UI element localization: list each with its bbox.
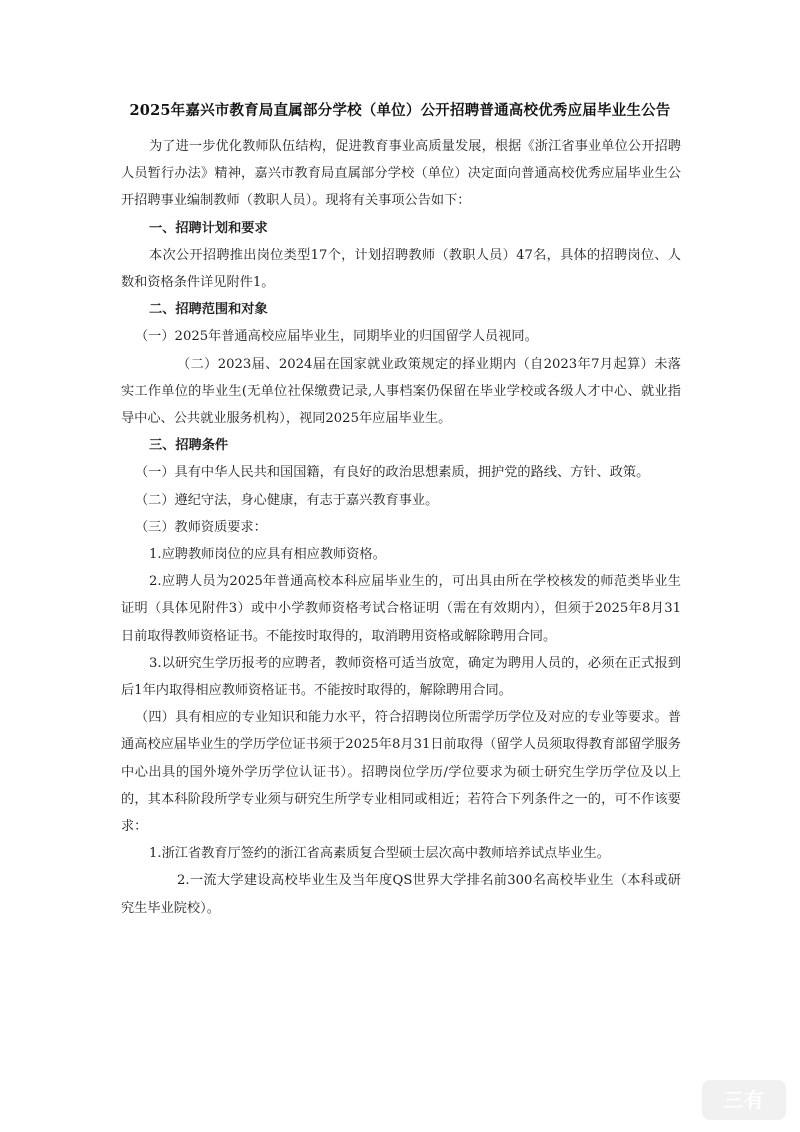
plan-paragraph: 本次公开招聘推出岗位类型17个，计划招聘教师（教职人员）47名，具体的招聘岗位、人数和资格条件详见附件1。: [121, 247, 681, 291]
qualification-item-1: 1.应聘教师岗位的应具有相应教师资格。: [149, 547, 386, 563]
exemption-item-1: 1.浙江省教育厅签约的浙江省高素质复合型硕士层次高中教师培养试点毕业生。: [149, 846, 610, 862]
scope-item-1: （一）2025年普通高校应届毕业生，同期毕业的归国留学人员视同。: [135, 329, 538, 345]
section-heading-plan: 一、招聘计划和要求: [149, 220, 268, 236]
scope-item-2: （二）2023届、2024届在国家就业政策规定的择业期内（自2023年7月起算）未落实工作单位的毕业生(无单位社保缴费记录,人事档案仍保留在毕业学校或各级人才中心、就业指导中心、公共就业服务机构），视同2025年应届毕业生。: [121, 356, 681, 427]
condition-item-4: （四）具有相应的专业知识和能力水平，符合招聘岗位所需学历学位及对应的专业等要求。普通高校应届毕业生的学历学位证书须于2025年8月31日前取得（留学人员须取得教育部留学服务中心出具的国外境外学历学位认证书）。招聘岗位学历/学位要求为硕士研究生学历学位及以上的，其本科阶段所学专业须与研究生所学专业相同或相近；若符合下列条件之一的，可不作该要求：: [121, 710, 681, 835]
qualification-item-3: 3.以研究生学历报考的应聘者，教师资格可适当放宽，确定为聘用人员的，必须在正式报到后1年内取得相应教师资格证书。不能按时取得的，解除聘用合同。: [121, 655, 681, 699]
qualification-item-2: 2.应聘人员为2025年普通高校本科应届毕业生的，可出具由所在学校核发的师范类毕业生证明（具体见附件3）或中小学教师资格考试合格证明（需在有效期内），但须于2025年8月31日前取得教师资格证书。不能按时取得的，取消聘用资格或解除聘用合同。: [121, 574, 681, 644]
exemption-item-2: 2.一流大学建设高校毕业生及当年度QS世界大学排名前300名高校毕业生（本科或研究生毕业院校）。: [121, 873, 681, 916]
section-heading-scope: 二、招聘范围和对象: [149, 302, 268, 318]
section-heading-conditions: 三、招聘条件: [149, 438, 229, 454]
document-title: 2025年嘉兴市教育局直属部分学校（单位）公开招聘普通高校优秀应届毕业生公告: [129, 102, 671, 119]
document-body: [121, 133, 681, 922]
intro-paragraph: 为了进一步优化教师队伍结构，促进教育事业高质量发展，根据《浙江省事业单位公开招聘人员暂行办法》精神，嘉兴市教育局直属部分学校（单位）决定面向普通高校优秀应届毕业生公开招聘事业编制教师（教职人员）。现将有关事项公告如下：: [121, 139, 681, 209]
condition-item-1: （一）具有中华人民共和国国籍，有良好的政治思想素质，拥护党的路线、方针、政策。: [135, 465, 650, 481]
condition-item-3: （三）教师资质要求：: [135, 519, 267, 535]
watermark-logo: 三有: [702, 1080, 786, 1120]
condition-item-2: （二）遵纪守法，身心健康，有志于嘉兴教育事业。: [135, 492, 439, 508]
